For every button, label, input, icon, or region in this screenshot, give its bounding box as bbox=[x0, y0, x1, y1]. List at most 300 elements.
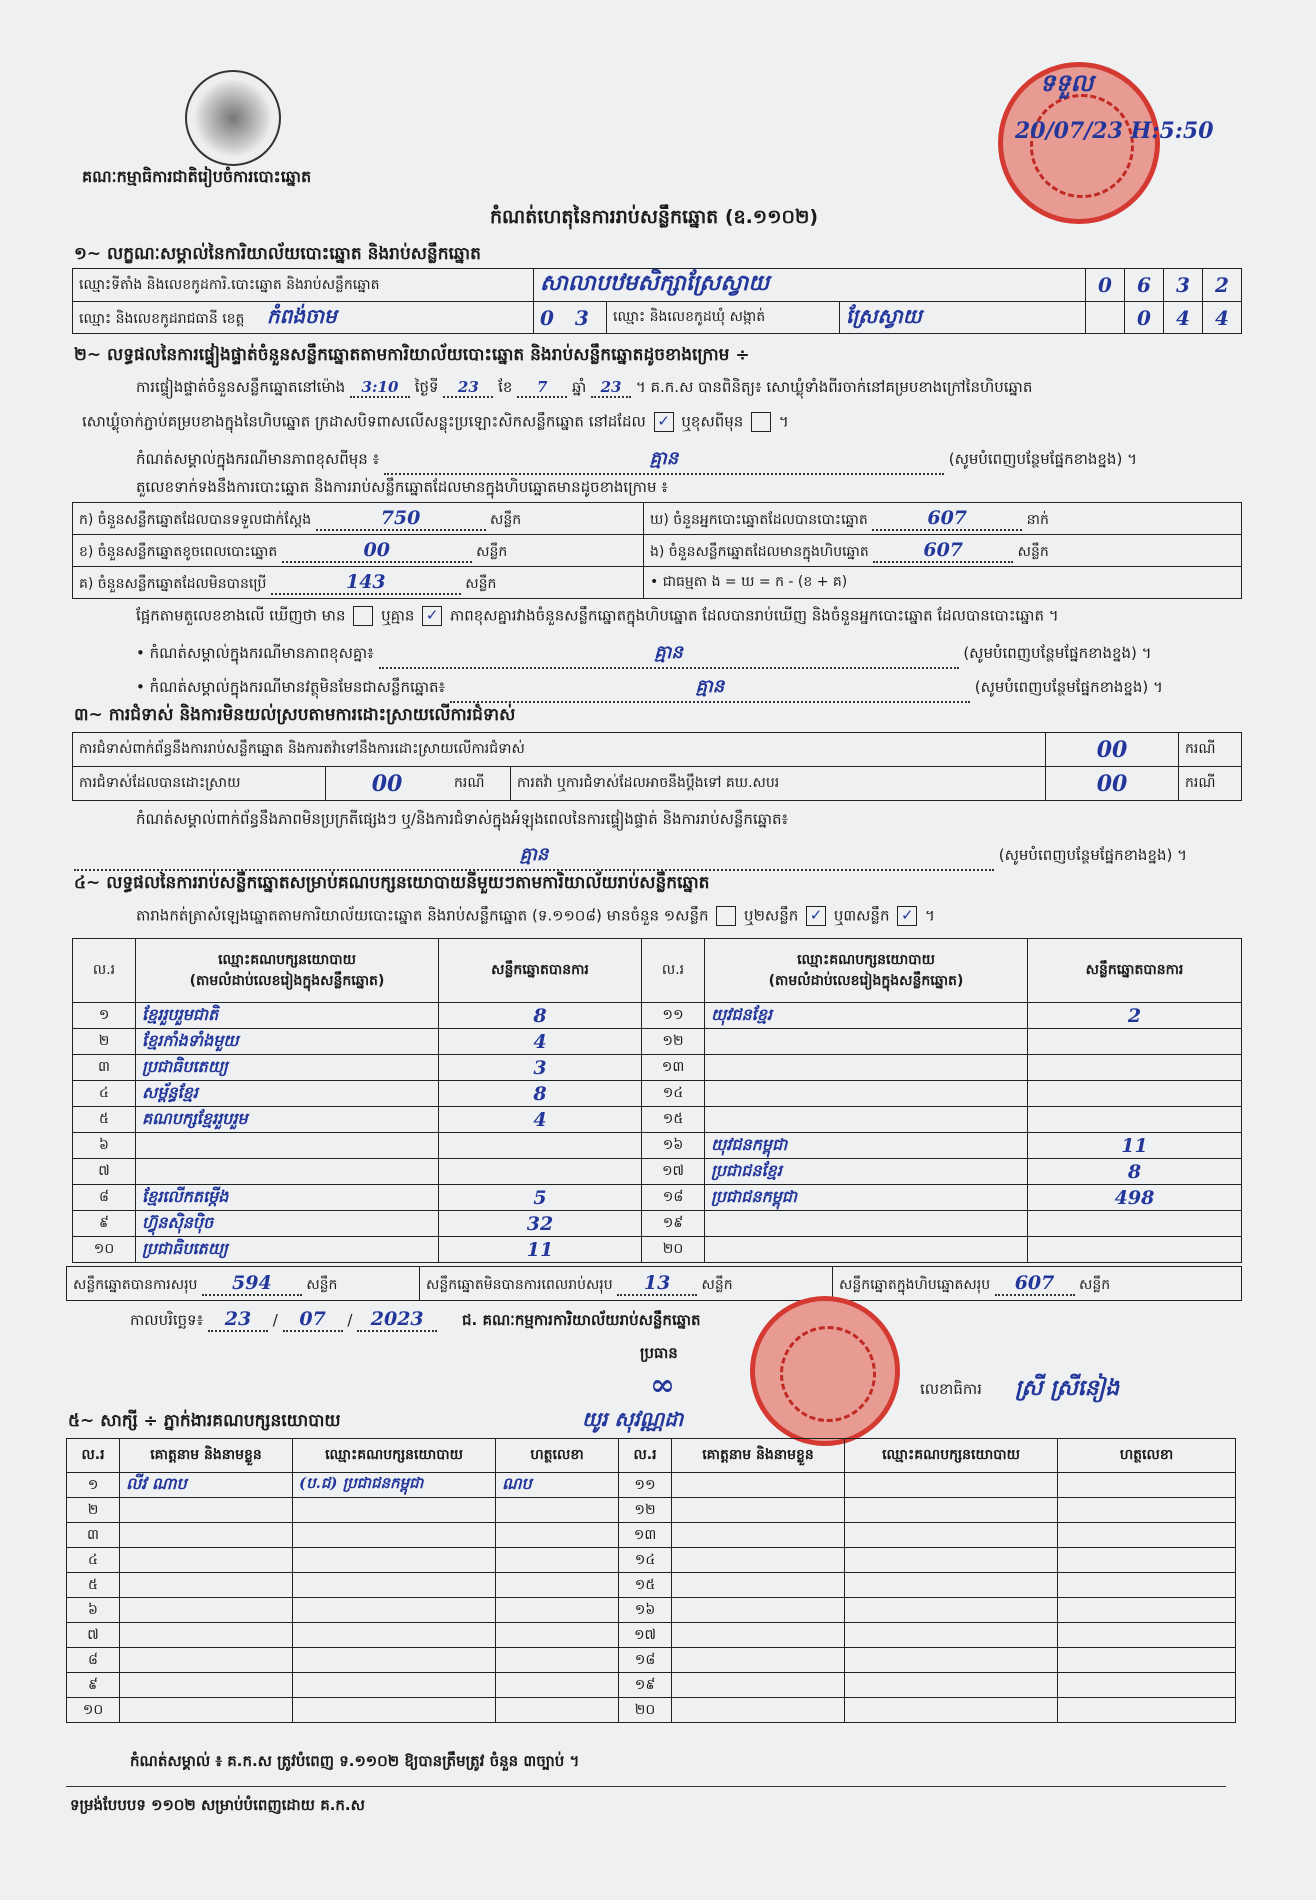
witness-party bbox=[845, 1498, 1058, 1523]
results-row bbox=[73, 1055, 1242, 1081]
difference-line bbox=[136, 606, 1059, 629]
witness-name bbox=[672, 1498, 845, 1523]
party-votes bbox=[439, 1133, 642, 1159]
objection-row2-value-b: 00 bbox=[1046, 767, 1179, 801]
commune-code-2: 4 bbox=[1164, 302, 1203, 334]
results-col-party-sub-right: (តាមលំដាប់លេខរៀងក្នុងសន្លឹកឆ្នោត) bbox=[768, 972, 964, 989]
witness-row bbox=[67, 1473, 1236, 1498]
objection-table bbox=[72, 732, 1242, 801]
province-code bbox=[534, 302, 607, 334]
witness-sign bbox=[1058, 1698, 1236, 1723]
objection-row1-label: ការជំទាស់ពាក់ព័ន្ធនឹងការរាប់សន្លឹកឆ្នោត និងការតវ៉ាទៅនឹងការដោះស្រាយលើការជំទាស់ bbox=[73, 733, 1046, 767]
section5-title: ៥~ សាក្សី ÷ ភ្នាក់ងារគណបក្សនយោបាយ bbox=[68, 1411, 341, 1431]
party-name: ខ្មែរលើកតម្កើង bbox=[136, 1185, 439, 1211]
witness-row bbox=[67, 1498, 1236, 1523]
witness-table bbox=[66, 1438, 1236, 1723]
results-row bbox=[73, 1107, 1242, 1133]
change-note-value: គ្មាន bbox=[384, 446, 944, 475]
witness-row bbox=[67, 1623, 1236, 1648]
diff-note-label: • កំណត់សម្គាល់ក្នុងករណីមានភាពខុសគ្នា៖ bbox=[136, 644, 374, 662]
party-votes bbox=[1028, 1107, 1242, 1133]
witness-name bbox=[120, 1598, 293, 1623]
witness-name bbox=[672, 1573, 845, 1598]
president-label: ប្រធាន bbox=[640, 1344, 678, 1362]
results-row bbox=[73, 1237, 1242, 1263]
witness-party bbox=[293, 1623, 496, 1648]
verify-text-d: ឆ្នាំ bbox=[571, 378, 587, 396]
nec-emblem-icon bbox=[185, 70, 281, 166]
verify-day: 23 bbox=[443, 378, 493, 398]
received-stamp-label: ទទួល bbox=[1040, 68, 1094, 97]
witness-sign bbox=[496, 1548, 619, 1573]
party-votes: 8 bbox=[1028, 1159, 1242, 1185]
party-no: ២ bbox=[73, 1029, 136, 1055]
total-box-value: 607 bbox=[995, 1272, 1075, 1296]
party-votes: 32 bbox=[439, 1211, 642, 1237]
witness-sign bbox=[496, 1598, 619, 1623]
party-no: ៦ bbox=[73, 1133, 136, 1159]
party-name: ប្រជាធិបតេយ្យ bbox=[136, 1055, 439, 1081]
party-no: ៧ bbox=[73, 1159, 136, 1185]
diff-note-line bbox=[136, 640, 1246, 669]
witness-row bbox=[67, 1548, 1236, 1573]
witness-party bbox=[293, 1673, 496, 1698]
witness-sign bbox=[1058, 1598, 1236, 1623]
witness-party bbox=[845, 1698, 1058, 1723]
results-row bbox=[73, 1133, 1242, 1159]
witness-no: ១៤ bbox=[619, 1548, 672, 1573]
results-col-party-right bbox=[705, 939, 1028, 1003]
objection-row2-unit: ករណី bbox=[448, 767, 511, 801]
witness-party bbox=[293, 1648, 496, 1673]
witness-no: ៤ bbox=[67, 1548, 120, 1573]
party-no: ១៥ bbox=[642, 1107, 705, 1133]
party-no: ៨ bbox=[73, 1185, 136, 1211]
witness-body bbox=[67, 1473, 1236, 1723]
witness-col-sign-right: ហត្ថលេខា bbox=[1058, 1439, 1236, 1473]
party-name: សម្ព័ន្ធខ្មែរ bbox=[136, 1081, 439, 1107]
line2-end: ។ bbox=[778, 412, 789, 431]
witness-no: ៣ bbox=[67, 1523, 120, 1548]
total-box-label: សន្លឹកឆ្នោតក្នុងហិបឆ្នោតសរុប bbox=[839, 1276, 991, 1293]
witness-sign bbox=[496, 1698, 619, 1723]
results-row bbox=[73, 1081, 1242, 1107]
witness-sign bbox=[1058, 1573, 1236, 1598]
form-title: កំណត់ហេតុនៃការរាប់សន្លឹកឆ្នោត (ឧ.១១០២) bbox=[490, 206, 819, 228]
section1-title: ១~ លក្ខណៈសម្គាល់នៃការិយាល័យបោះឆ្នោត និងរាប់សន្លឹកឆ្នោត bbox=[74, 244, 481, 264]
section3-title: ៣~ ការជំទាស់ និងការមិនយល់ស្របតាមការដោះស្រាយលើការជំទាស់ bbox=[74, 705, 516, 725]
witness-no: ១៧ bbox=[619, 1623, 672, 1648]
witness-col-name-right: គោត្តនាម និងនាមខ្លួន bbox=[672, 1439, 845, 1473]
witness-no: ៥ bbox=[67, 1573, 120, 1598]
witness-name bbox=[120, 1698, 293, 1723]
count-a-value: 750 bbox=[316, 507, 486, 531]
witness-sign bbox=[1058, 1548, 1236, 1573]
witness-no: ២០ bbox=[619, 1698, 672, 1723]
total-valid-value: 594 bbox=[202, 1272, 302, 1296]
objection-row1-unit: ករណី bbox=[1179, 733, 1242, 767]
commune-code-3: 4 bbox=[1203, 302, 1242, 334]
count-c-value: 143 bbox=[271, 571, 461, 595]
party-name: យុវជនកម្ពុជា bbox=[705, 1133, 1028, 1159]
footer-divider bbox=[66, 1786, 1226, 1787]
results-row bbox=[73, 1003, 1242, 1029]
witness-row bbox=[67, 1598, 1236, 1623]
party-name bbox=[136, 1159, 439, 1185]
witness-no: ១១ bbox=[619, 1473, 672, 1498]
diff-text-a: ផ្អែកតាមតួលេខខាងលើ ឃើញថា មាន bbox=[136, 606, 346, 625]
irregularity-note-line bbox=[74, 842, 1244, 871]
party-name: ប្រជាជនខ្មែរ bbox=[705, 1159, 1028, 1185]
verify-text-a: ការផ្ទៀងផ្ទាត់ចំនួនសន្លឹកឆ្នោតនៅម៉ោង bbox=[136, 378, 346, 396]
party-no: ១១ bbox=[642, 1003, 705, 1029]
province-code-1: 0 bbox=[540, 305, 554, 330]
party-votes: 11 bbox=[439, 1237, 642, 1263]
witness-party bbox=[293, 1698, 496, 1723]
diff-note-fill: (សូមបំពេញបន្ថែមផ្នែកខាងខ្នង) ។ bbox=[963, 644, 1152, 662]
party-votes: 4 bbox=[439, 1107, 642, 1133]
witness-party bbox=[293, 1523, 496, 1548]
witness-party bbox=[845, 1573, 1058, 1598]
changed-text: ឬខុសពីមុន bbox=[681, 412, 744, 431]
party-name bbox=[705, 1081, 1028, 1107]
witness-row bbox=[67, 1673, 1236, 1698]
province-label bbox=[73, 302, 534, 334]
party-no: ១០ bbox=[73, 1237, 136, 1263]
witness-no: ៩ bbox=[67, 1673, 120, 1698]
province-code-2: 3 bbox=[574, 305, 589, 330]
verify-year: 23 bbox=[591, 378, 631, 398]
counts-table bbox=[72, 502, 1242, 599]
witness-name bbox=[672, 1623, 845, 1648]
results-row bbox=[73, 1159, 1242, 1185]
witness-party bbox=[845, 1598, 1058, 1623]
witness-no: ១២ bbox=[619, 1498, 672, 1523]
party-name: ប្រជាធិបតេយ្យ bbox=[136, 1237, 439, 1263]
party-no: ២០ bbox=[642, 1237, 705, 1263]
results-row bbox=[73, 1185, 1242, 1211]
witness-no: ១៨ bbox=[619, 1648, 672, 1673]
witness-no: ១៦ bbox=[619, 1598, 672, 1623]
party-name bbox=[705, 1107, 1028, 1133]
witness-sign bbox=[1058, 1648, 1236, 1673]
witness-no: ១ bbox=[67, 1473, 120, 1498]
count-e-unit: សន្លឹក bbox=[1017, 543, 1049, 560]
results-table bbox=[72, 938, 1242, 1263]
station-code-1: 0 bbox=[1086, 269, 1125, 302]
office-label: ជ. គណៈកម្មការការិយាល័យរាប់សន្លឹកឆ្នោត bbox=[462, 1311, 701, 1329]
party-no: ១៧ bbox=[642, 1159, 705, 1185]
party-no: ៩ bbox=[73, 1211, 136, 1237]
footer-text: ទម្រង់បែបបទ ១១០២ សម្រាប់បំពេញដោយ គ.ក.ស bbox=[70, 1796, 365, 1814]
section2-title: ២~ លទ្ធផលនៃការផ្ទៀងផ្ទាត់ចំនួនសន្លឹកឆ្នោតតាមការិយាល័យបោះឆ្នោត និងរាប់សន្លឹកឆ្នោតដូចខាងក្រោម ÷ bbox=[74, 345, 750, 365]
diff-note-value: គ្មាន bbox=[379, 640, 959, 669]
witness-col-name-left: គោត្តនាម និងនាមខ្លួន bbox=[120, 1439, 293, 1473]
party-votes bbox=[1028, 1055, 1242, 1081]
witness-no: ១៥ bbox=[619, 1573, 672, 1598]
party-votes: 498 bbox=[1028, 1185, 1242, 1211]
witness-no: ១០ bbox=[67, 1698, 120, 1723]
results-row bbox=[73, 1029, 1242, 1055]
irregularity-note-label: កំណត់សម្គាល់ពាក់ព័ន្ធនឹងភាពមិនប្រក្រតីផ្សេងៗ ឬ/និងការជំទាស់ក្នុងអំឡុងពេលនៃការផ្ទៀងផ្ទាត់ និងការរាប់សន្លឹកឆ្នោត៖ bbox=[136, 810, 789, 828]
party-votes bbox=[1028, 1081, 1242, 1107]
party-votes bbox=[1028, 1211, 1242, 1237]
party-name: ខ្មែរកាំងទាំងមួយ bbox=[136, 1029, 439, 1055]
station-code-4: 2 bbox=[1203, 269, 1242, 302]
witness-no: ២ bbox=[67, 1498, 120, 1523]
results-col-party-title-right: ឈ្មោះគណបក្សនយោបាយ bbox=[797, 951, 935, 968]
verification-line-2 bbox=[82, 412, 789, 435]
count-b-unit: សន្លឹក bbox=[476, 543, 508, 560]
object-note-value: គ្មាន bbox=[450, 674, 970, 703]
object-note-fill: (សូមបំពេញបន្ថែមផ្នែកខាងខ្នង) ។ bbox=[974, 678, 1163, 696]
verify-month: 7 bbox=[517, 378, 567, 398]
date-month: 07 bbox=[283, 1308, 343, 1332]
seal-text: សោឃ្លុំចាក់ភ្ជាប់គម្របខាងក្នុងនៃហិបឆ្នោត ក្រដាសបិទពាសលើសន្លុះប្រឡោះសិកសន្លឹកឆ្នោត នៅដដែល bbox=[82, 412, 646, 431]
party-name: យុវជនខ្មែរ bbox=[705, 1003, 1028, 1029]
party-name bbox=[705, 1211, 1028, 1237]
witness-row bbox=[67, 1523, 1236, 1548]
total-valid-unit: សន្លឹក bbox=[306, 1276, 338, 1293]
witness-col-no-right: ល.រ bbox=[619, 1439, 672, 1473]
commune-label: ឈ្មោះ និងលេខកូដឃុំ សង្កាត់ bbox=[607, 302, 840, 334]
changed-checkbox bbox=[751, 412, 771, 432]
object-note-line bbox=[136, 674, 1246, 703]
results-col-votes-right: សន្លឹកឆ្នោតបានការ bbox=[1028, 939, 1242, 1003]
results-col-party-left bbox=[136, 939, 439, 1003]
witness-sign bbox=[496, 1523, 619, 1548]
footnote: កំណត់សម្គាល់ ៖ គ.ក.ស ត្រូវបំពេញ ទ.១១០២ ឱ្យបានត្រឹមត្រូវ ចំនួន ៣ច្បាប់ ។ bbox=[130, 1752, 580, 1770]
party-no: ១២ bbox=[642, 1029, 705, 1055]
three-sheets-checkbox: ✓ bbox=[897, 906, 917, 926]
witness-name bbox=[672, 1548, 845, 1573]
diff-text-c: ភាពខុសគ្នារវាងចំនួនសន្លឹកឆ្នោតក្នុងហិបឆ្នោត ដែលបានរាប់ឃើញ និងចំនួនអ្នកបោះឆ្នោត ដែលបានបោះឆ្នោត ។ bbox=[449, 606, 1059, 625]
president-name: យូរ សុវណ្ណដា bbox=[582, 1407, 684, 1431]
count-c-label: គ) ចំនួនសន្លឹកឆ្នោតដែលមិនបានប្រើ bbox=[79, 575, 267, 592]
witness-name bbox=[120, 1673, 293, 1698]
witness-sign bbox=[1058, 1673, 1236, 1698]
figures-intro: តួលេខទាក់ទងនឹងការបោះឆ្នោត និងការរាប់សន្លឹកឆ្នោតដែលមានក្នុងហិបឆ្នោតមានដូចខាងក្រោម ៖ bbox=[136, 478, 668, 496]
secretary-label: លេខាធិការ bbox=[920, 1380, 982, 1398]
party-no: ១៩ bbox=[642, 1211, 705, 1237]
party-votes: 4 bbox=[439, 1029, 642, 1055]
witness-col-no-left: ល.រ bbox=[67, 1439, 120, 1473]
witness-no: ១៩ bbox=[619, 1673, 672, 1698]
objection-row1-value: 00 bbox=[1046, 733, 1179, 767]
no-difference-checkbox: ✓ bbox=[422, 606, 442, 626]
party-no: ៤ bbox=[73, 1081, 136, 1107]
objection-row2-value: 00 bbox=[326, 767, 449, 801]
witness-name bbox=[120, 1573, 293, 1598]
date-line: កាលបរិច្ឆេទ៖ 23 / 07 / 2023 ជ. គណៈកម្មការការិយាល័យរាប់សន្លឹកឆ្នោត bbox=[130, 1308, 701, 1330]
count-e-label: ង) ចំនួនសន្លឹកឆ្នោតដែលមានក្នុងហិបឆ្នោត bbox=[650, 543, 869, 560]
results-col-no-right: ល.រ bbox=[642, 939, 705, 1003]
party-name: គណបក្សខ្មែររួបរួម bbox=[136, 1107, 439, 1133]
verify-text-c: ខែ bbox=[498, 378, 513, 396]
total-box-unit: សន្លឹក bbox=[1078, 1276, 1111, 1293]
irregularity-note-fill: (សូមបំពេញបន្ថែមផ្នែកខាងខ្នង) ។ bbox=[998, 846, 1188, 864]
party-name bbox=[705, 1029, 1028, 1055]
received-stamp-datetime: 20/07/23 H:5:50 bbox=[1015, 118, 1214, 144]
irregularity-note-value: គ្មាន bbox=[74, 842, 994, 871]
sheet-count-end: ។ bbox=[925, 906, 935, 925]
witness-col-party-right: ឈ្មោះគណបក្សនយោបាយ bbox=[845, 1439, 1058, 1473]
province-label-text: ឈ្មោះ និងលេខកូដរាជធានី ខេត្ត bbox=[79, 310, 245, 327]
sheet-count-text-c: ឬ៣សន្លឹក bbox=[833, 906, 890, 925]
witness-sign bbox=[496, 1673, 619, 1698]
total-invalid-value: 13 bbox=[617, 1272, 697, 1296]
results-col-party-title-left: ឈ្មោះគណបក្សនយោបាយ bbox=[218, 951, 356, 968]
one-sheet-checkbox bbox=[716, 906, 736, 926]
witness-sign bbox=[1058, 1623, 1236, 1648]
witness-party bbox=[845, 1648, 1058, 1673]
party-name: ហ៊្វុនស៊ិនប៉ិច bbox=[136, 1211, 439, 1237]
verification-line-1 bbox=[136, 378, 1032, 400]
station-label: ឈ្មោះទីតាំង និងលេខកូដការិ.បោះឆ្នោត និងរាប់សន្លឹកឆ្នោត bbox=[73, 269, 534, 302]
witness-row bbox=[67, 1573, 1236, 1598]
party-votes: 11 bbox=[1028, 1133, 1242, 1159]
witness-no: ១៣ bbox=[619, 1523, 672, 1548]
witness-party bbox=[845, 1548, 1058, 1573]
station-code-2: 6 bbox=[1125, 269, 1164, 302]
results-col-votes-left: សន្លឹកឆ្នោតបានការ bbox=[439, 939, 642, 1003]
witness-name bbox=[672, 1523, 845, 1548]
party-votes: 2 bbox=[1028, 1003, 1242, 1029]
section4-title: ៤~ លទ្ធផលនៃការរាប់សន្លឹកឆ្នោតសម្រាប់គណបក្សនយោបាយនីមួយៗតាមការិយាល័យរាប់សន្លឹកឆ្នោត bbox=[74, 873, 710, 893]
witness-no: ៦ bbox=[67, 1598, 120, 1623]
witness-sign bbox=[496, 1623, 619, 1648]
witness-name bbox=[672, 1698, 845, 1723]
count-formula: • ជាធម្មតា ង = ឃ = ក - (ខ + គ) bbox=[644, 567, 1242, 599]
party-no: ១៨ bbox=[642, 1185, 705, 1211]
witness-name bbox=[120, 1548, 293, 1573]
total-invalid-label: សន្លឹកឆ្នោតមិនបានការពេលរាប់សរុប bbox=[426, 1276, 613, 1293]
witness-party bbox=[845, 1523, 1058, 1548]
party-votes: 8 bbox=[439, 1003, 642, 1029]
party-name bbox=[705, 1055, 1028, 1081]
count-d-value: 607 bbox=[872, 507, 1022, 531]
verify-text-b: ថ្ងៃទី bbox=[414, 378, 439, 396]
witness-col-sign-left: ហត្ថលេខា bbox=[496, 1439, 619, 1473]
has-difference-checkbox bbox=[353, 606, 373, 626]
count-b-value: 00 bbox=[282, 539, 472, 563]
secretary-name: ស្រី ស្រីនៀង bbox=[1015, 1375, 1120, 1401]
count-b-label: ខ) ចំនួនសន្លឹកឆ្នោតខូចពេលបោះឆ្នោត bbox=[79, 543, 278, 560]
witness-name bbox=[120, 1623, 293, 1648]
change-note-fill: (សូមបំពេញបន្ថែមផ្នែកខាងខ្នង) ។ bbox=[948, 450, 1137, 468]
count-e-value: 607 bbox=[873, 539, 1013, 563]
commune-name: ស្រែស្វាយ bbox=[840, 302, 1086, 334]
witness-name: លីវ ណាប bbox=[120, 1473, 293, 1498]
witness-name bbox=[120, 1498, 293, 1523]
witness-party bbox=[293, 1548, 496, 1573]
total-valid-label: សន្លឹកឆ្នោតបានការសរុប bbox=[73, 1276, 198, 1293]
count-a-label: ក) ចំនួនសន្លឹកឆ្នោតដែលបានទទួលជាក់ស្តែង bbox=[79, 511, 312, 528]
witness-party bbox=[845, 1473, 1058, 1498]
verify-text-e: ។ គ.ក.ស បានពិនិត្យ៖ សោឃ្លុំទាំងពីរចាក់នៅគម្របខាងក្រៅនៃហិបឆ្នោត bbox=[635, 378, 1033, 396]
party-no: ១៣ bbox=[642, 1055, 705, 1081]
sheet-count-text-a: តារាងកត់ត្រាសំឡេងឆ្នោតតាមការិយាល័យបោះឆ្នោត និងរាប់សន្លឹកឆ្នោត (ទ.១១០៨) មានចំនួន ១សន្លឹក bbox=[136, 906, 709, 925]
party-votes: 5 bbox=[439, 1185, 642, 1211]
count-a-unit: សន្លឹក bbox=[490, 511, 522, 528]
province-name: កំពង់ចាម bbox=[266, 303, 337, 328]
witness-party bbox=[293, 1598, 496, 1623]
change-note-label: កំណត់សម្គាល់ក្នុងករណីមានភាពខុសពីមុន ៖ bbox=[136, 450, 380, 468]
witness-party bbox=[845, 1623, 1058, 1648]
section1-table bbox=[72, 268, 1242, 334]
date-day: 23 bbox=[208, 1308, 268, 1332]
witness-party: (ប.ជ) ប្រជាជនកម្ពុជា bbox=[293, 1473, 496, 1498]
witness-sign bbox=[1058, 1473, 1236, 1498]
verify-time: 3:10 bbox=[350, 378, 410, 398]
witness-party bbox=[293, 1573, 496, 1598]
date-year: 2023 bbox=[357, 1308, 437, 1332]
change-note-line bbox=[136, 446, 1246, 475]
witness-row bbox=[67, 1698, 1236, 1723]
results-col-party-sub-left: (តាមលំដាប់លេខរៀងក្នុងសន្លឹកឆ្នោត) bbox=[189, 972, 385, 989]
totals-table bbox=[66, 1266, 1242, 1301]
witness-name bbox=[120, 1523, 293, 1548]
witness-col-party-left: ឈ្មោះគណបក្សនយោបាយ bbox=[293, 1439, 496, 1473]
unchanged-checkbox: ✓ bbox=[654, 412, 674, 432]
party-no: ១៦ bbox=[642, 1133, 705, 1159]
party-name: ខ្មែររួបរួមជាតិ bbox=[136, 1003, 439, 1029]
witness-sign bbox=[496, 1573, 619, 1598]
party-votes bbox=[439, 1159, 642, 1185]
party-votes: 8 bbox=[439, 1081, 642, 1107]
count-c-unit: សន្លឹក bbox=[465, 575, 497, 592]
party-name bbox=[705, 1237, 1028, 1263]
witness-sign: ណប bbox=[496, 1473, 619, 1498]
witness-name bbox=[672, 1598, 845, 1623]
objection-row2-label: ការជំទាស់ដែលបានដោះស្រាយ bbox=[73, 767, 326, 801]
committee-name: គណៈកម្មាធិការជាតិរៀបចំការបោះឆ្នោត bbox=[82, 167, 312, 186]
party-name: ប្រជាជនកម្ពុជា bbox=[705, 1185, 1028, 1211]
object-note-label: • កំណត់សម្គាល់ក្នុងករណីមានវត្ថុមិនមែនជាសន្លឹកឆ្នោត៖ bbox=[136, 678, 446, 696]
witness-sign bbox=[1058, 1523, 1236, 1548]
objection-row2-label-b: ការតវ៉ា ឬការជំទាស់ដែលអាចនឹងប្តឹងទៅ គឃ.សបរ bbox=[511, 767, 1046, 801]
sheet-count-text-b: ឬ២សន្លឹក bbox=[744, 906, 799, 925]
witness-no: ៧ bbox=[67, 1623, 120, 1648]
station-code-3: 3 bbox=[1164, 269, 1203, 302]
witness-sign bbox=[496, 1648, 619, 1673]
party-votes: 3 bbox=[439, 1055, 642, 1081]
objection-row2-unit-b: ករណី bbox=[1179, 767, 1242, 801]
witness-row bbox=[67, 1648, 1236, 1673]
party-no: ១៤ bbox=[642, 1081, 705, 1107]
witness-name bbox=[672, 1673, 845, 1698]
party-name bbox=[136, 1133, 439, 1159]
total-invalid-unit: សន្លឹក bbox=[701, 1276, 733, 1293]
commune-code-1: 0 bbox=[1125, 302, 1164, 334]
witness-no: ៨ bbox=[67, 1648, 120, 1673]
witness-name bbox=[672, 1473, 845, 1498]
station-name: សាលាបឋមសិក្សាស្រែស្វាយ bbox=[534, 269, 1086, 302]
count-d-unit: នាក់ bbox=[1026, 511, 1049, 528]
witness-name bbox=[672, 1648, 845, 1673]
sheet-count-line bbox=[136, 906, 935, 929]
diff-text-b: ឬគ្មាន bbox=[381, 606, 415, 625]
witness-sign bbox=[496, 1498, 619, 1523]
witness-party bbox=[293, 1498, 496, 1523]
results-col-no-left: ល.រ bbox=[73, 939, 136, 1003]
party-no: ៣ bbox=[73, 1055, 136, 1081]
witness-party bbox=[845, 1673, 1058, 1698]
party-no: ១ bbox=[73, 1003, 136, 1029]
president-signature: ∞ bbox=[650, 1368, 675, 1403]
results-body bbox=[73, 1003, 1242, 1263]
witness-sign bbox=[1058, 1498, 1236, 1523]
